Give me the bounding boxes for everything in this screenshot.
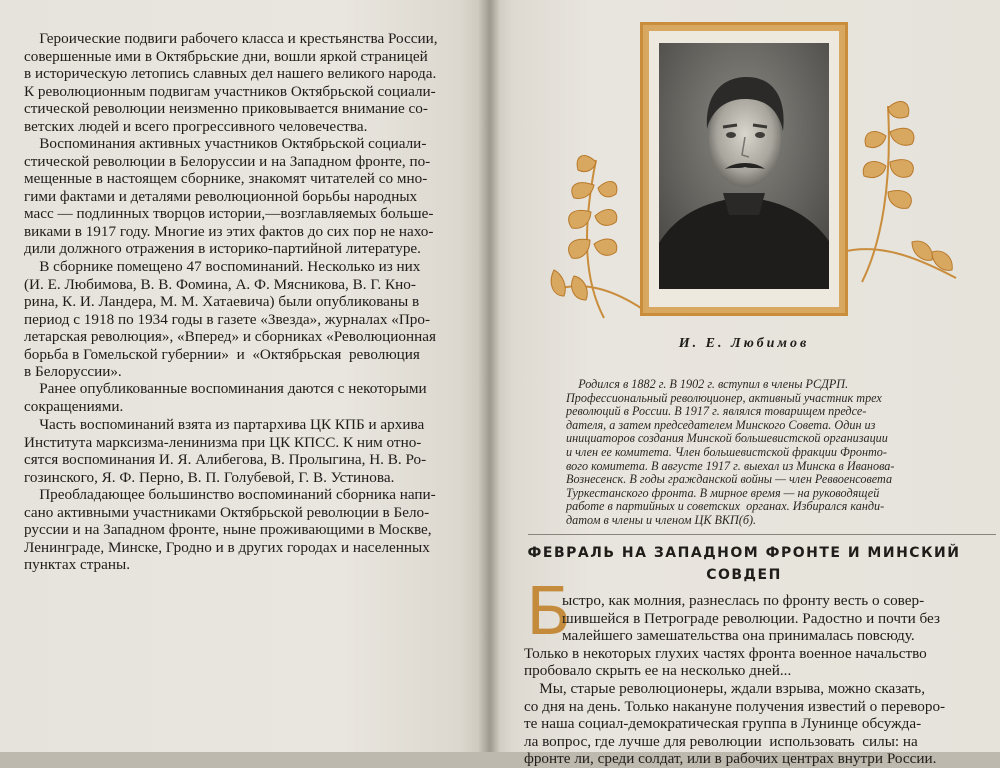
text-line: фронте ли, среди солдат, или в рабочих центрах внутри России.	[524, 750, 937, 768]
drop-cap-letter: Б	[526, 573, 572, 650]
bio-line: датом в члены и членом ЦК ВКП(б).	[566, 512, 757, 527]
paragraph-1	[24, 30, 458, 135]
bio-line: дателя, а затем председателем Минского Совета. Один из	[566, 417, 876, 432]
text-line: со дня на день. Только накануне получения известий о переворо-	[524, 697, 946, 715]
text-line: летарская революция», «Вперед» и сборниках «Революционная	[24, 328, 436, 345]
text-line: малейшего замешательства она принималась повсюду.	[562, 627, 915, 645]
paragraph-3	[24, 258, 458, 381]
text-line: руссии и на Западном фронте, ныне проживающими в Москве,	[24, 521, 432, 538]
text-line: масс — подлинных творцов истории,—возглавляемых больше-	[24, 205, 434, 222]
text-line: Ранее опубликованные воспоминания даются с некоторыми	[24, 380, 427, 397]
text-line: Героические подвиги рабочего класса и крестьянства России,	[24, 30, 438, 47]
paragraph-6	[24, 486, 458, 574]
text-line: В сборнике помещено 47 воспоминаний. Несколько из них	[24, 258, 421, 275]
text-line: К революционным подвигам участников Октябрьской социали-	[24, 82, 436, 100]
right-laurel-ornament	[832, 92, 962, 292]
text-line: ветских людей и всего прогрессивного человечества.	[24, 117, 368, 135]
text-line: дили должного отражения в историко-партийной литературе.	[24, 240, 421, 257]
text-line: ыстро, как молния, разнеслась по фронту весть о совер-	[562, 592, 925, 609]
portrait-photo-image	[659, 43, 829, 289]
bio-line: инициаторов создания Минской большевистской организации	[566, 431, 888, 446]
book-spine-shadow	[478, 0, 500, 752]
text-line: сокращениями.	[24, 397, 124, 415]
text-line: гозинского, Я. Ф. Перно, В. П. Голубевой, Г. В. Устинова.	[24, 468, 395, 486]
paragraph-4	[24, 380, 458, 415]
left-laurel-ornament	[544, 140, 654, 320]
text-line: те наша социал-демократическая группа в Лунинце обсужда-	[524, 715, 922, 733]
chapter-title-line: СОВДЕП	[706, 567, 782, 583]
text-line: ла вопрос, где лучше для революции использовать силы: на	[524, 732, 918, 750]
portrait-frame	[640, 22, 848, 316]
right-page	[488, 0, 1000, 768]
chapter-title-line: ФЕВРАЛЬ НА ЗАПАДНОМ ФРОНТЕ И МИНСКИЙ	[527, 545, 961, 561]
bio-line: революций в России. В 1917 г. являлся товарищем предсе-	[566, 404, 867, 419]
paragraph-2	[24, 135, 458, 258]
text-line: Только в некоторых глухих частях фронта военное начальство	[524, 644, 927, 662]
bio-line: Туркестанского фронта. В мирное время — на руководящей	[566, 485, 880, 500]
bio-line: Родился в 1882 г. В 1902 г. вступил в члены РСДРП.	[566, 377, 849, 391]
text-line: в Белоруссии».	[24, 363, 122, 380]
text-line: Воспоминания активных участников Октябрьской социали-	[24, 135, 427, 152]
bio-line: Вознесенск. В годы гражданской войны — член Реввоенсовета	[566, 472, 893, 487]
text-line: период с 1918 по 1934 годы в газете «Звезда», журналах «Про-	[24, 310, 431, 328]
text-line: стической революции в Белоруссии и на Западном фронте, по-	[24, 152, 431, 170]
text-line: Преобладающее большинство воспоминаний сборника напи-	[24, 486, 436, 503]
bio-line: Профессиональный революционер, активный участник трех	[566, 390, 882, 405]
bio-line: и член ее комитета. Член большевистской фракции Фронто-	[566, 444, 887, 459]
chapter-text	[524, 592, 988, 768]
text-line: сятся воспоминания И. Я. Алибегова, В. Пролыгина, Н. В. Ро-	[24, 451, 427, 468]
text-line: мещенные в настоящем сборнике, знакомят читателей со мно-	[24, 170, 428, 187]
text-line: Часть воспоминаний взята из партархива ЦК КПБ и архива	[24, 416, 425, 433]
text-line: совершенные ими в Октябрьские дни, вошли яркой страницей	[24, 47, 428, 65]
text-line: стической революции неизменно приковывается внимание со-	[24, 100, 428, 117]
text-line: борьба в Гомельской губернии» и «Октябрьская революция	[24, 345, 420, 363]
portrait-caption: И. Е. Любимов	[678, 336, 810, 351]
text-line: виками в 1917 году. Многие из этих фактов до сих пор не нахо-	[24, 222, 434, 240]
paragraph-5	[24, 416, 458, 486]
text-line: рина, К. И. Ландера, М. М. Хатаевича) были опубликованы в	[24, 293, 420, 310]
text-line: шившейся в Петрограде революции. Радостно и почти без	[562, 609, 940, 627]
text-line: Ленинграде, Минске, Гродно и в других городах и населенных	[24, 538, 430, 556]
text-line: пунктах страны.	[24, 556, 131, 573]
text-line: пробовало скрыть ее на несколько дней...	[524, 662, 792, 680]
portrait-mat	[649, 31, 839, 307]
section-divider	[528, 534, 996, 535]
text-line: в историческую летопись славных дел нашего великого народа.	[24, 65, 437, 82]
left-page	[0, 0, 488, 752]
text-line: гими фактами и деталями революционной борьбы народных	[24, 187, 418, 205]
text-line: сано активными участниками Октябрьской революции в Бело-	[24, 503, 430, 521]
text-line: (И. Е. Любимова, В. В. Фомина, А. Ф. Мясникова, В. Г. Кно-	[24, 275, 416, 293]
biography-text	[566, 378, 936, 528]
text-line: Института марксизма-ленинизма при ЦК КПСС. К ним отно-	[24, 433, 422, 451]
bio-line: работе в партийных и советских органах. Избирался канди-	[566, 499, 885, 514]
bio-line: вого комитета. В августе 1917 г. выехал из Минска в Иванова-	[566, 458, 895, 473]
text-line: Мы, старые революционеры, ждали взрыва, можно сказать,	[524, 679, 926, 697]
